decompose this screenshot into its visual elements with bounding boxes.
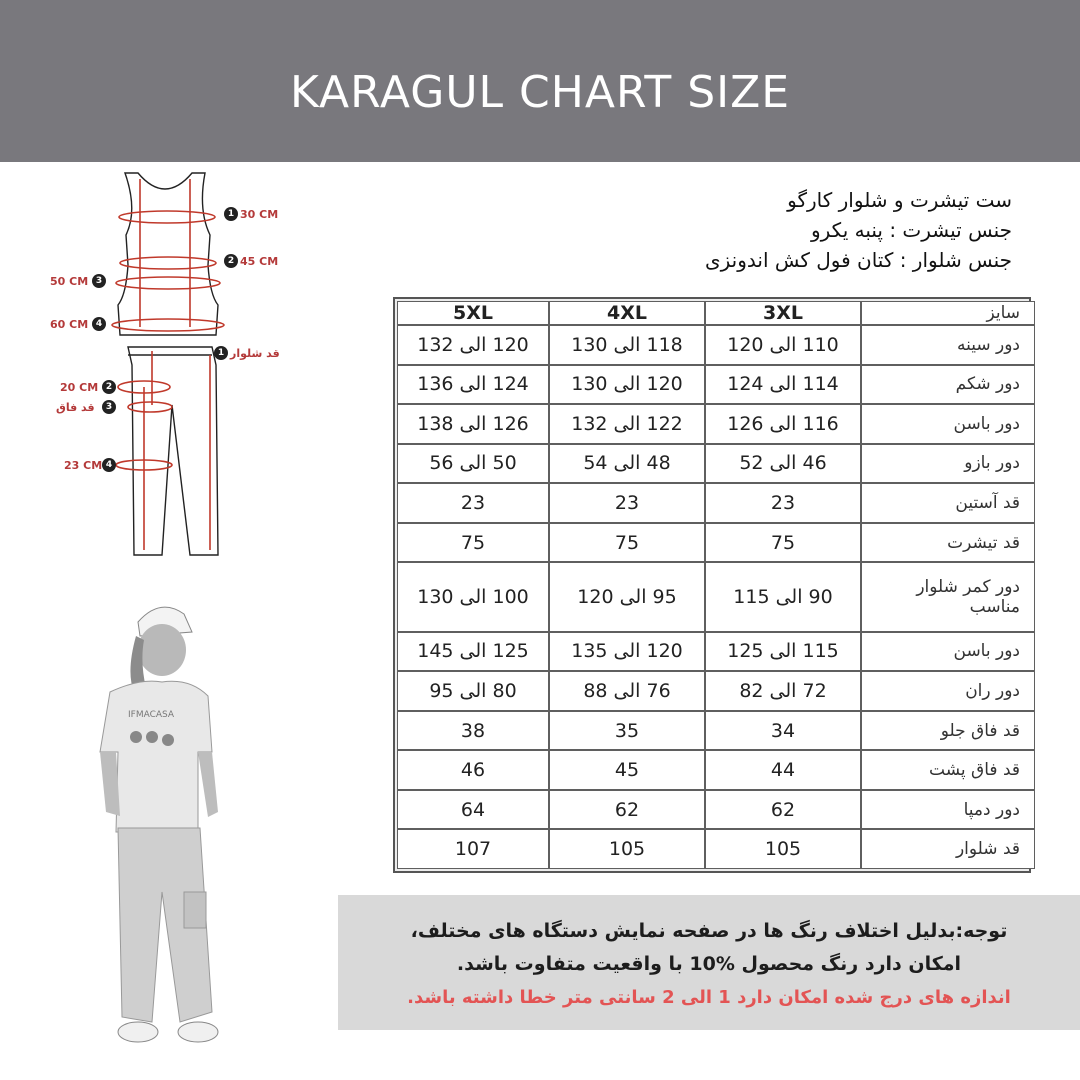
size-5xl-cell: 100 الی 130 [397, 562, 549, 631]
table-row [397, 404, 1035, 444]
pants-marker-2-badge: 2 [102, 380, 116, 394]
measurement-label-cell: دور شکم [861, 365, 1035, 405]
model-figure [80, 592, 260, 1062]
measurement-label-cell: قد آستین [861, 483, 1035, 523]
product-name: ست تیشرت و شلوار کارگو [787, 188, 1012, 212]
size-5xl-cell: 124 الی 136 [397, 365, 549, 405]
table-row [397, 829, 1035, 869]
marker-1-badge: 1 [224, 207, 238, 221]
size-3xl-cell: 23 [705, 483, 861, 523]
size-5xl-cell: 38 [397, 711, 549, 751]
size-3xl-cell: 90 الی 115 [705, 562, 861, 631]
hip-measure-label: 50 CM [50, 275, 89, 288]
measurement-label-cell: دور ران [861, 671, 1035, 711]
model-photo [80, 592, 260, 1062]
marker-2-badge: 2 [224, 254, 238, 268]
page-title: KARAGUL CHART SIZE [289, 66, 791, 118]
size-3xl-cell: 110 الی 120 [705, 325, 861, 365]
size-3xl-cell: 46 الی 52 [705, 444, 861, 484]
measurement-label-cell: دور بازو [861, 444, 1035, 484]
size-5xl-cell: 126 الی 138 [397, 404, 549, 444]
table-row [397, 325, 1035, 365]
size-4xl-cell: 118 الی 130 [549, 325, 705, 365]
size-5xl-cell: 50 الی 56 [397, 444, 549, 484]
marker-3-badge: 3 [92, 274, 106, 288]
measurement-label-cell: قد تیشرت [861, 523, 1035, 563]
measurement-label-cell: قد فاق پشت [861, 750, 1035, 790]
size-4xl-cell: 120 الی 130 [549, 365, 705, 405]
size-4xl-cell: 120 الی 135 [549, 632, 705, 672]
size-3xl-cell: 62 [705, 790, 861, 830]
size-4xl-cell: 76 الی 88 [549, 671, 705, 711]
color-notice-line-2: امکان دارد رنگ محصول %10 با واقعیت متفاوت باشد. [456, 953, 962, 975]
table-row [397, 523, 1035, 563]
measurement-label-cell: قد فاق جلو [861, 711, 1035, 751]
size-4xl-cell: 23 [549, 483, 705, 523]
size-4xl-cell: 45 [549, 750, 705, 790]
table-row [397, 444, 1035, 484]
table-row [397, 632, 1035, 672]
measurement-label-cell: دور دمپا [861, 790, 1035, 830]
pants-waist-label: 20 CM [60, 381, 99, 394]
garment-outline [40, 165, 340, 565]
size-4xl-cell: 105 [549, 829, 705, 869]
size-chart-table [393, 297, 1031, 873]
measurement-label-cell: قد شلوار [861, 829, 1035, 869]
size-3xl-cell: 114 الی 124 [705, 365, 861, 405]
header-banner [0, 0, 1080, 162]
measurement-label-cell: دور باسن [861, 404, 1035, 444]
size-4xl-cell: 62 [549, 790, 705, 830]
measurement-diagram [40, 165, 340, 565]
measurement-label-cell: دور باسن [861, 632, 1035, 672]
size-5xl-cell: 64 [397, 790, 549, 830]
size-4xl-cell: 35 [549, 711, 705, 751]
size-4xl-cell: 95 الی 120 [549, 562, 705, 631]
product-info [552, 185, 1012, 275]
waist-measure-label: 45 CM [240, 255, 279, 268]
notice-box [338, 895, 1080, 1030]
pants-material: جنس شلوار : کتان فول کش اندونزی [704, 248, 1012, 272]
table-row [397, 365, 1035, 405]
pants-marker-1-badge: 1 [214, 346, 228, 360]
table-row [397, 750, 1035, 790]
measurement-label-cell: دور کمر شلوار مناسب [861, 562, 1035, 631]
tshirt-material: جنس تیشرت : پنبه یکرو [810, 218, 1012, 242]
size-5xl-cell: 23 [397, 483, 549, 523]
size-5xl-header: 5XL [397, 301, 549, 325]
size-3xl-cell: 72 الی 82 [705, 671, 861, 711]
size-3xl-header: 3XL [705, 301, 861, 325]
size-table [397, 301, 1035, 869]
size-5xl-cell: 120 الی 132 [397, 325, 549, 365]
marker-4-badge: 4 [92, 317, 106, 331]
size-3xl-cell: 75 [705, 523, 861, 563]
size-5xl-cell: 107 [397, 829, 549, 869]
size-3xl-cell: 105 [705, 829, 861, 869]
color-notice-line-1: توجه:بدلیل اختلاف رنگ ها در صفحه نمایش دستگاه های مختلف، [410, 920, 1008, 942]
hem-measure-label: 60 CM [50, 318, 89, 331]
size-5xl-cell: 46 [397, 750, 549, 790]
chest-measure-label: 30 CM [240, 208, 279, 221]
measurement-label-cell: دور سینه [861, 325, 1035, 365]
size-3xl-cell: 34 [705, 711, 861, 751]
pants-marker-3-badge: 3 [102, 400, 116, 414]
table-row [397, 671, 1035, 711]
table-row [397, 711, 1035, 751]
size-3xl-cell: 116 الی 126 [705, 404, 861, 444]
pants-length-label: قد شلوار [230, 347, 280, 360]
size-5xl-cell: 125 الی 145 [397, 632, 549, 672]
measurement-error-notice: اندازه های درج شده امکان دارد 1 الی 2 سانتی متر خطا داشته باشد. [407, 987, 1011, 1008]
table-row [397, 562, 1035, 631]
thigh-measure-label: 23 CM [64, 459, 103, 472]
size-3xl-cell: 115 الی 125 [705, 632, 861, 672]
size-4xl-header: 4XL [549, 301, 705, 325]
size-4xl-cell: 122 الی 132 [549, 404, 705, 444]
table-row [397, 790, 1035, 830]
size-4xl-cell: 75 [549, 523, 705, 563]
table-header-row [397, 301, 1035, 325]
table-row [397, 483, 1035, 523]
rise-label: قد فاق [56, 401, 95, 414]
size-4xl-cell: 48 الی 54 [549, 444, 705, 484]
shirt-print-text: IFMACASA [128, 710, 175, 720]
size-label-header: سایز [861, 301, 1035, 325]
pants-marker-4-badge: 4 [102, 458, 116, 472]
size-3xl-cell: 44 [705, 750, 861, 790]
size-5xl-cell: 75 [397, 523, 549, 563]
size-5xl-cell: 80 الی 95 [397, 671, 549, 711]
